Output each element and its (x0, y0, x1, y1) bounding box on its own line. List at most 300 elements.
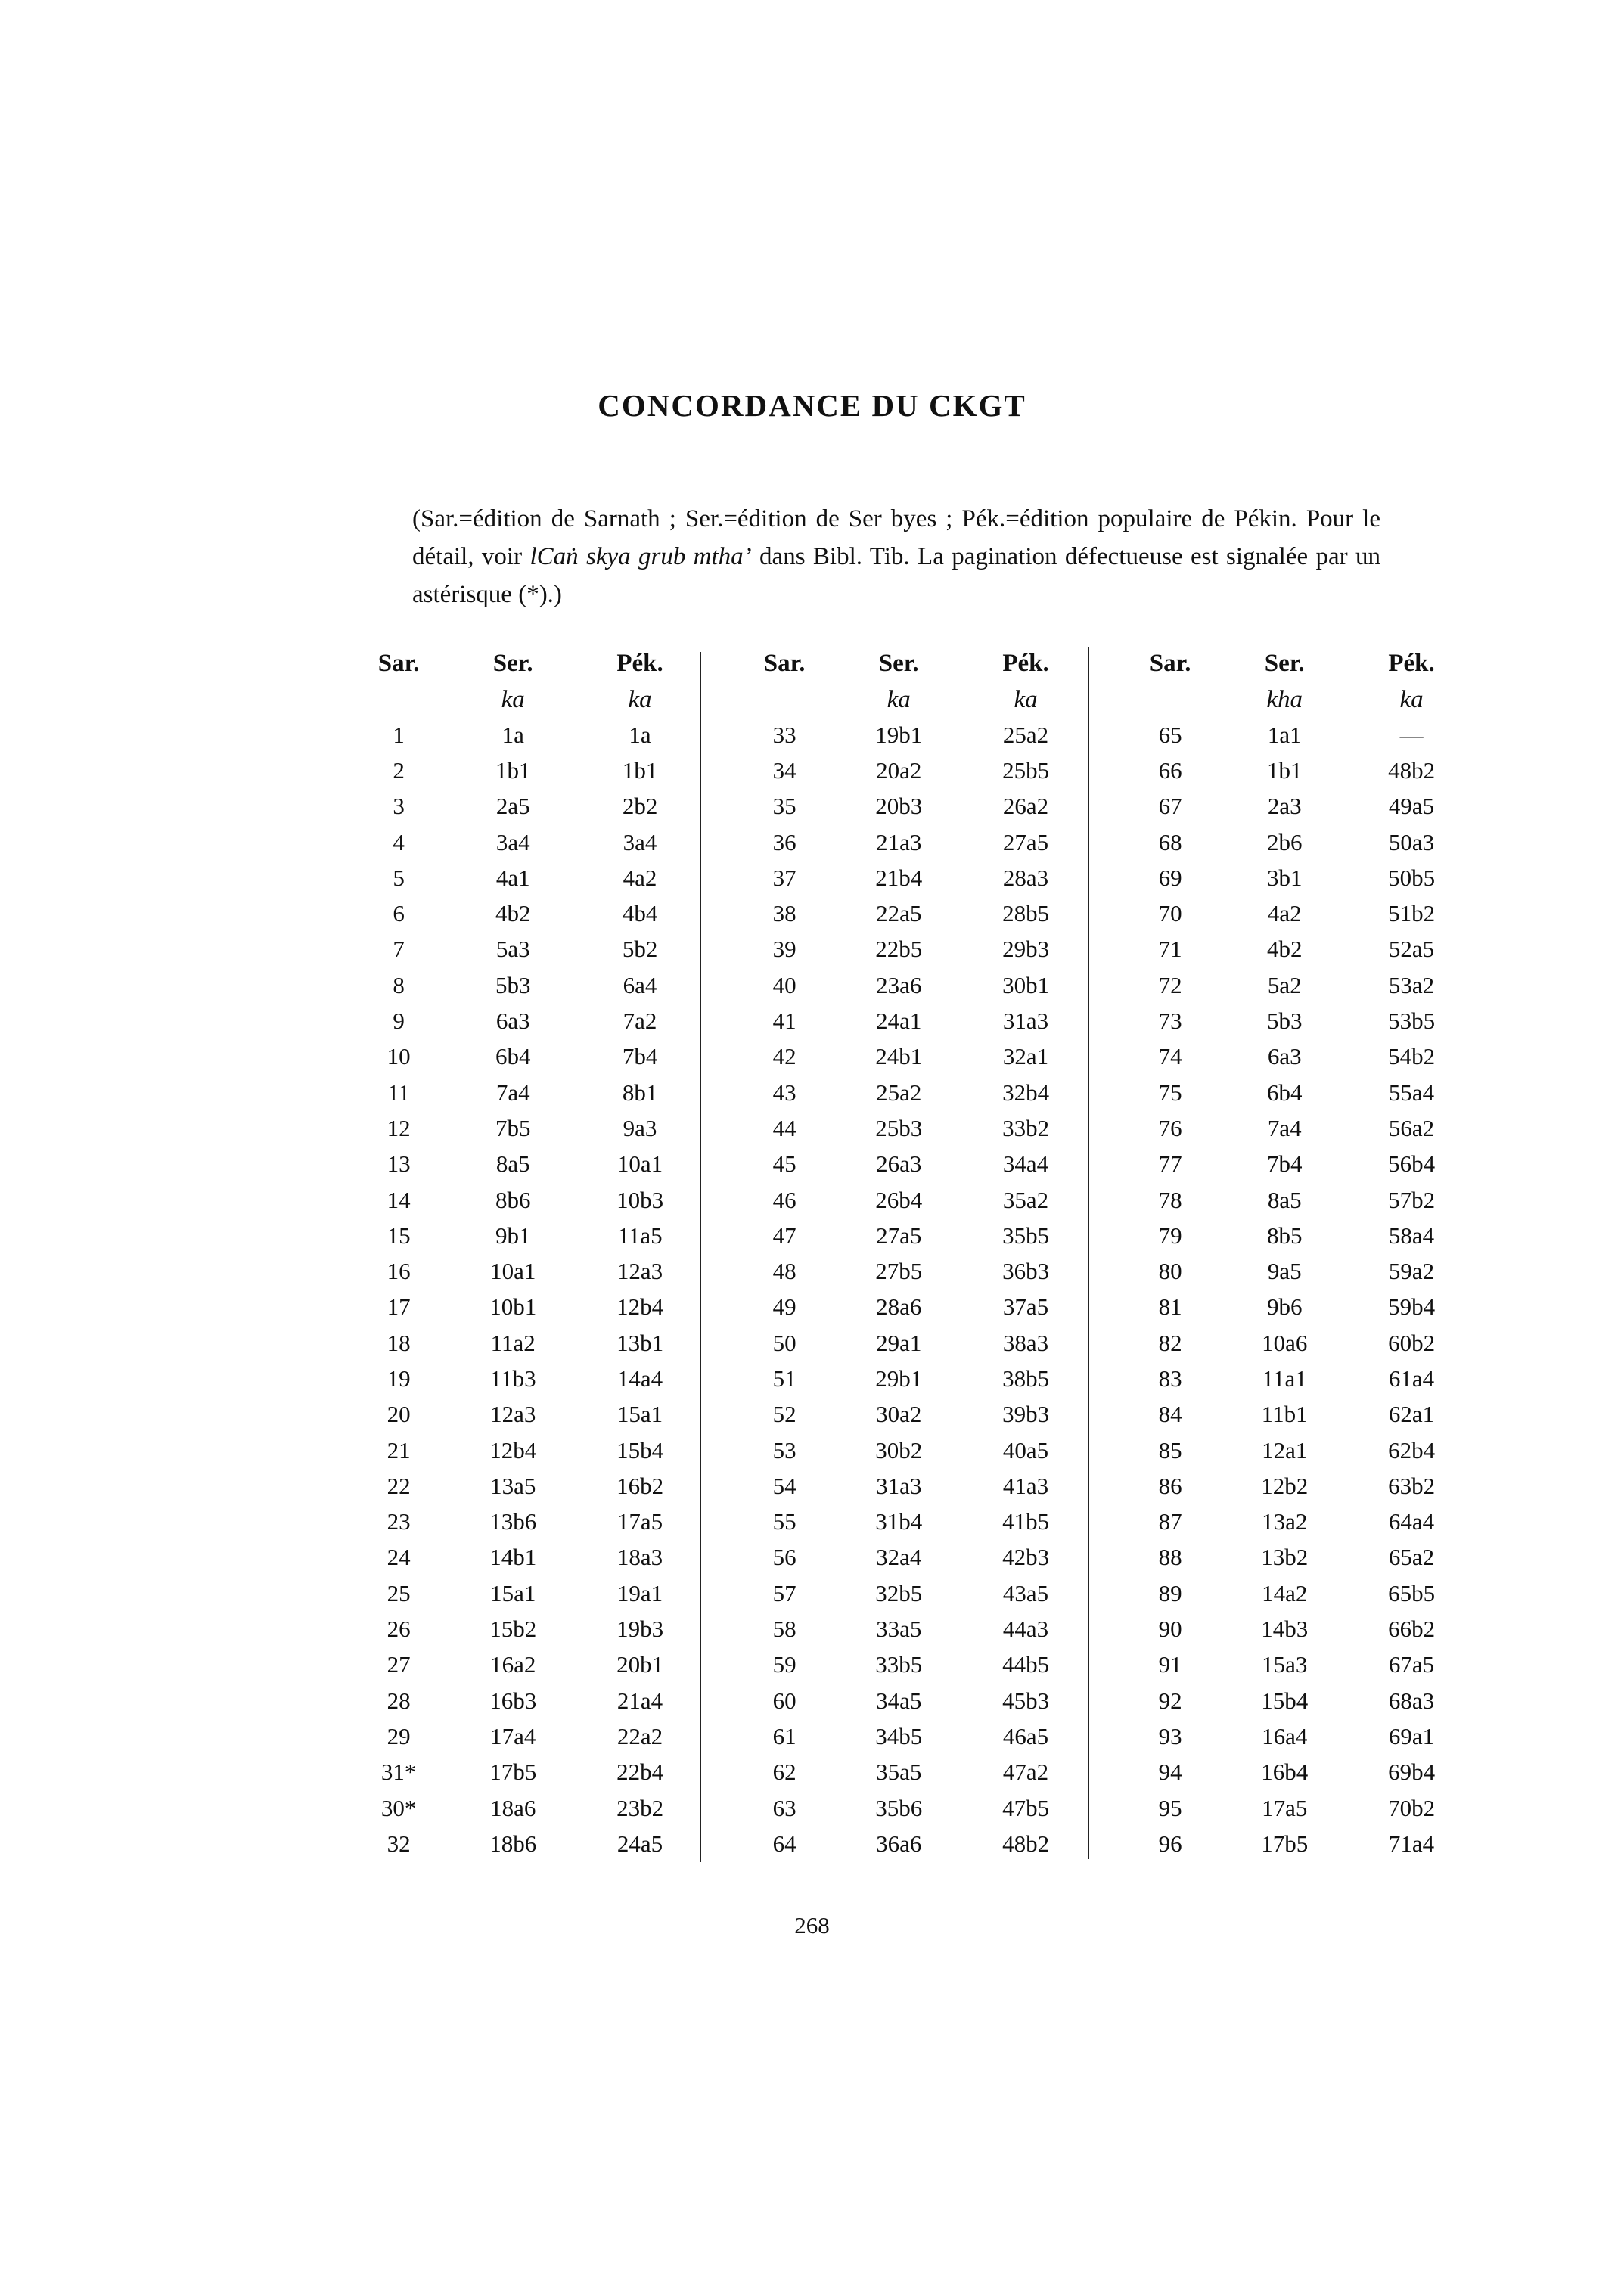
pek-cell: 21a4 (616, 1687, 663, 1714)
sar-cell: 41 (772, 1007, 796, 1035)
ser-cell: 33b5 (875, 1651, 923, 1678)
table-row (734, 967, 1089, 1003)
volume-row (734, 682, 1089, 717)
table-row (348, 1790, 703, 1826)
intro-paragraph (412, 500, 1380, 613)
table-row (348, 1397, 703, 1433)
ser-cell: 32a4 (876, 1544, 922, 1571)
ser-cell: 13a5 (490, 1472, 536, 1499)
ser-cell: 1a (501, 721, 524, 748)
pek-cell: 62b4 (1388, 1436, 1436, 1464)
table-row (734, 1218, 1089, 1253)
table-row (1119, 1110, 1475, 1146)
sar-cell: 34 (772, 756, 796, 784)
pek-volume: ka (628, 685, 652, 713)
table-row (1119, 824, 1475, 860)
sar-cell: 87 (1158, 1508, 1182, 1535)
pek-cell: 50b5 (1388, 864, 1436, 891)
ser-cell: 1b1 (1266, 756, 1303, 784)
ser-cell: 15b4 (1261, 1687, 1309, 1714)
volume-row (1119, 682, 1475, 717)
ser-cell: 12b2 (1261, 1472, 1309, 1499)
pek-cell: 3a4 (623, 828, 657, 855)
ser-cell: 8b6 (495, 1186, 531, 1213)
ser-cell: 24b1 (875, 1043, 923, 1070)
ser-cell: 14a2 (1262, 1579, 1308, 1606)
pek-cell: 27a5 (1002, 828, 1049, 855)
table-row (348, 860, 703, 896)
sar-cell: 64 (772, 1830, 796, 1857)
sar-cell: 25 (387, 1579, 411, 1606)
pek-cell: 18a3 (616, 1544, 663, 1571)
pek-cell: 25b5 (1002, 756, 1050, 784)
sar-cell: 8 (393, 971, 405, 998)
table-row (348, 1718, 703, 1754)
sar-cell: 71 (1158, 936, 1182, 963)
sar-cell: 76 (1158, 1114, 1182, 1141)
ser-cell: 17b5 (489, 1759, 537, 1786)
sar-cell: 60 (772, 1687, 796, 1714)
pek-cell: 19a1 (616, 1579, 663, 1606)
ser-cell: 20b3 (875, 793, 923, 820)
pek-cell: 68a3 (1388, 1687, 1435, 1714)
table-row (1119, 1218, 1475, 1253)
pek-cell: 60b2 (1388, 1329, 1436, 1356)
ser-cell: 19b1 (875, 721, 923, 748)
pek-cell: 15b4 (616, 1436, 664, 1464)
ser-cell: 31a3 (876, 1472, 922, 1499)
sar-cell: 14 (387, 1186, 411, 1213)
table-row (348, 1611, 703, 1647)
pek-cell: 53a2 (1388, 971, 1435, 998)
ser-cell: 18a6 (490, 1794, 536, 1821)
table-row (1119, 717, 1475, 753)
pek-cell: 30b1 (1002, 971, 1050, 998)
table-row (348, 896, 703, 931)
ser-cell: 2a3 (1267, 793, 1302, 820)
pek-cell: 7b4 (622, 1043, 658, 1070)
sar-cell: 27 (387, 1651, 411, 1678)
table-row (734, 1540, 1089, 1575)
ser-cell: 13b2 (1261, 1544, 1309, 1571)
pek-cell: 35b5 (1002, 1222, 1050, 1249)
volume-empty-cell (348, 682, 449, 717)
ser-cell: 25b3 (875, 1114, 923, 1141)
pek-header: Pék. (1388, 649, 1435, 677)
pek-cell: 29b3 (1002, 936, 1050, 963)
table-row (734, 1075, 1089, 1110)
sar-cell: 36 (772, 828, 796, 855)
sar-cell: 30* (380, 1794, 417, 1821)
ser-cell: 32b5 (875, 1579, 923, 1606)
sar-cell: 44 (772, 1114, 796, 1141)
sar-cell: 45 (772, 1150, 796, 1178)
ser-cell: 2a5 (495, 793, 530, 820)
pek-cell: 44a3 (1002, 1616, 1049, 1643)
concordance-table (1119, 644, 1475, 1862)
sar-cell: 65 (1158, 721, 1182, 748)
sar-cell: 67 (1158, 793, 1182, 820)
pek-cell: 4a2 (623, 864, 657, 891)
page-title: CONCORDANCE DU CKGT (598, 388, 1026, 423)
table-row (734, 1647, 1089, 1683)
table-row (734, 1182, 1089, 1218)
table-row (1119, 896, 1475, 931)
pek-cell: 43a5 (1002, 1579, 1049, 1606)
intro-text-start: (Sar.=édition de Sarnath ; Ser.=édition de Ser byes ; Pék.=édition populaire de Pékin. Pour le détail, voir (412, 505, 1380, 570)
ser-cell: 36a6 (876, 1830, 922, 1857)
sar-cell: 68 (1158, 828, 1182, 855)
sar-cell: 56 (772, 1544, 796, 1571)
ser-cell: 8a5 (1267, 1186, 1302, 1213)
pek-cell: 4b4 (622, 900, 658, 927)
sar-cell: 39 (772, 936, 796, 963)
table-row (348, 717, 703, 753)
sar-cell: 74 (1158, 1043, 1182, 1070)
pek-cell: 13b1 (616, 1329, 664, 1356)
ser-cell: 26b4 (875, 1186, 923, 1213)
pek-cell: 40a5 (1002, 1436, 1049, 1464)
table-row (734, 1003, 1089, 1038)
pek-cell: 70b2 (1388, 1794, 1436, 1821)
table-row (348, 789, 703, 824)
sar-cell: 86 (1158, 1472, 1182, 1499)
pek-cell: 28a3 (1002, 864, 1049, 891)
sar-cell: 62 (772, 1759, 796, 1786)
ser-cell: 5a3 (495, 936, 530, 963)
ser-cell: 9b1 (495, 1222, 531, 1249)
pek-cell: 47b5 (1002, 1794, 1050, 1821)
sar-cell: 85 (1158, 1436, 1182, 1464)
pek-cell: 38a3 (1002, 1329, 1049, 1356)
ser-cell: 12a3 (490, 1401, 536, 1428)
sar-header: Sar. (1149, 649, 1191, 677)
pek-cell: 44b5 (1002, 1651, 1050, 1678)
pek-cell: 41b5 (1002, 1508, 1050, 1535)
table-row (734, 1253, 1089, 1289)
sar-cell: 4 (393, 828, 405, 855)
table-row (1119, 1253, 1475, 1289)
pek-cell: 15a1 (616, 1401, 663, 1428)
table-row (348, 1575, 703, 1611)
ser-cell: 30a2 (876, 1401, 922, 1428)
sar-cell: 92 (1158, 1687, 1182, 1714)
table-row (1119, 1325, 1475, 1361)
sar-cell: 57 (772, 1579, 796, 1606)
sar-cell: 11 (387, 1079, 411, 1106)
sar-cell: 29 (387, 1722, 411, 1749)
pek-cell: 5b2 (622, 936, 658, 963)
table-row (1119, 932, 1475, 967)
header-row (348, 644, 703, 682)
ser-cell: 31b4 (875, 1508, 923, 1535)
ser-cell: 11a2 (490, 1329, 536, 1356)
pek-cell: 22b4 (616, 1759, 664, 1786)
table-row (734, 1611, 1089, 1647)
ser-header: Ser. (492, 649, 533, 677)
ser-cell: 4b2 (495, 900, 531, 927)
pek-cell: 56b4 (1388, 1150, 1436, 1178)
pek-cell: 34a4 (1002, 1150, 1049, 1178)
table-row (1119, 1755, 1475, 1790)
concordance-block-1 (348, 644, 703, 1862)
table-row (734, 789, 1089, 824)
ser-cell: 22b5 (875, 936, 923, 963)
table-row (348, 1110, 703, 1146)
sar-cell: 16 (387, 1258, 411, 1285)
sar-cell: 46 (772, 1186, 796, 1213)
sar-cell: 53 (772, 1436, 796, 1464)
ser-cell: 26a3 (876, 1150, 922, 1178)
table-row (348, 1218, 703, 1253)
table-row (348, 967, 703, 1003)
table-row (348, 1003, 703, 1038)
table-row (1119, 967, 1475, 1003)
ser-cell: 29b1 (875, 1364, 923, 1392)
table-row (348, 1361, 703, 1396)
concordance-block-3 (1119, 644, 1475, 1862)
ser-cell: 30b2 (875, 1436, 923, 1464)
pek-cell: 20b1 (616, 1651, 664, 1678)
pek-cell: 25a2 (1002, 721, 1049, 748)
sar-cell: 90 (1158, 1616, 1182, 1643)
pek-cell: 56a2 (1388, 1114, 1435, 1141)
table-row (1119, 753, 1475, 788)
pek-cell: 53b5 (1388, 1007, 1436, 1035)
pek-cell: 24a5 (616, 1830, 663, 1857)
table-row (1119, 1826, 1475, 1861)
ser-cell: 33a5 (876, 1616, 922, 1643)
table-row (734, 717, 1089, 753)
ser-cell: 34b5 (875, 1722, 923, 1749)
pek-cell: 6a4 (623, 971, 657, 998)
pek-cell: 2b2 (622, 793, 658, 820)
ser-volume: ka (887, 685, 911, 713)
sar-cell: 78 (1158, 1186, 1182, 1213)
ser-cell: 2b6 (1266, 828, 1303, 855)
table-row (348, 1147, 703, 1182)
sar-cell: 10 (387, 1043, 411, 1070)
ser-cell: 17a4 (490, 1722, 536, 1749)
table-row (348, 1468, 703, 1504)
ser-cell: 7b4 (1266, 1150, 1303, 1178)
ser-cell: 1b1 (495, 756, 531, 784)
ser-cell: 3a4 (495, 828, 530, 855)
ser-cell: 18b6 (489, 1830, 537, 1857)
table-row (348, 932, 703, 967)
ser-cell: 14b3 (1261, 1616, 1309, 1643)
ser-cell: 27a5 (876, 1222, 922, 1249)
pek-cell: 67a5 (1388, 1651, 1435, 1678)
sar-cell: 69 (1158, 864, 1182, 891)
volume-row (348, 682, 703, 717)
table-row (734, 1325, 1089, 1361)
table-row (734, 1110, 1089, 1146)
pek-cell: 45b3 (1002, 1687, 1050, 1714)
table-row (734, 1718, 1089, 1754)
intro-italic-title: lCaṅ skya grub mtha’ (529, 543, 752, 570)
sar-cell: 20 (387, 1401, 411, 1428)
sar-cell: 80 (1158, 1258, 1182, 1285)
sar-cell: 70 (1158, 900, 1182, 927)
ser-cell: 10a1 (490, 1258, 536, 1285)
table-row (1119, 1790, 1475, 1826)
sar-cell: 6 (393, 900, 405, 927)
sar-cell: 13 (387, 1150, 411, 1178)
table-row (1119, 1575, 1475, 1611)
table-row (348, 753, 703, 788)
table-row (734, 1433, 1089, 1468)
pek-cell: 41a3 (1002, 1472, 1049, 1499)
sar-cell: 50 (772, 1329, 796, 1356)
sar-cell: 23 (387, 1508, 411, 1535)
table-row (1119, 789, 1475, 824)
pek-cell: 22a2 (616, 1722, 663, 1749)
table-row (1119, 1504, 1475, 1540)
table-row (1119, 860, 1475, 896)
sar-cell: 75 (1158, 1079, 1182, 1106)
table-row (734, 896, 1089, 931)
sar-cell: 48 (772, 1258, 796, 1285)
pek-cell: 62a1 (1388, 1401, 1435, 1428)
sar-cell: 88 (1158, 1544, 1182, 1571)
table-row (734, 1826, 1089, 1861)
pek-cell: 11a5 (617, 1222, 663, 1249)
table-row (734, 1755, 1089, 1790)
table-row (348, 1504, 703, 1540)
sar-cell: 58 (772, 1616, 796, 1643)
pek-cell: 65b5 (1388, 1579, 1436, 1606)
table-row (348, 1253, 703, 1289)
sar-cell: 31* (380, 1759, 417, 1786)
pek-cell: 71a4 (1388, 1830, 1435, 1857)
table-row (1119, 1647, 1475, 1683)
ser-cell: 4a1 (495, 864, 530, 891)
pek-cell: 51b2 (1388, 900, 1436, 927)
table-row (348, 1683, 703, 1718)
ser-cell: 21b4 (875, 864, 923, 891)
ser-cell: 8a5 (495, 1150, 530, 1178)
ser-cell: 35a5 (876, 1759, 922, 1786)
pek-cell: 10b3 (616, 1186, 664, 1213)
intro-text-end: dans Bibl. Tib. La pagination défectueuse est signalée par un astérisque (*).) (412, 543, 1380, 608)
table-row (734, 1683, 1089, 1718)
ser-cell: 13a2 (1262, 1508, 1308, 1535)
pek-cell: 55a4 (1388, 1079, 1435, 1106)
pek-cell: 33b2 (1002, 1114, 1050, 1141)
ser-cell: 6a3 (495, 1007, 530, 1035)
ser-cell: 25a2 (876, 1079, 922, 1106)
ser-cell: 17b5 (1261, 1830, 1309, 1857)
ser-cell: 15a3 (1262, 1651, 1308, 1678)
ser-header: Ser. (878, 649, 919, 677)
header-row (1119, 644, 1475, 682)
table-row (734, 1504, 1089, 1540)
ser-cell: 6b4 (1266, 1079, 1303, 1106)
concordance-table (348, 644, 703, 1862)
sar-cell: 5 (393, 864, 405, 891)
sar-cell: 73 (1158, 1007, 1182, 1035)
ser-cell: 21a3 (876, 828, 922, 855)
pek-cell: 47a2 (1002, 1759, 1049, 1786)
table-row (734, 1575, 1089, 1611)
column-divider (700, 652, 701, 1862)
ser-cell: 24a1 (876, 1007, 922, 1035)
sar-cell: 28 (387, 1687, 411, 1714)
ser-cell: 11b1 (1261, 1401, 1308, 1428)
sar-cell: 66 (1158, 756, 1182, 784)
table-row (1119, 1039, 1475, 1075)
pek-header: Pék. (616, 649, 663, 677)
concordance-block-2 (734, 644, 1089, 1862)
sar-cell: 79 (1158, 1222, 1182, 1249)
ser-cell: 28a6 (876, 1293, 922, 1321)
sar-header: Sar. (377, 649, 420, 677)
sar-cell: 77 (1158, 1150, 1182, 1178)
ser-header: Ser. (1264, 649, 1305, 677)
sar-cell: 55 (772, 1508, 796, 1535)
ser-volume: kha (1266, 685, 1303, 713)
sar-cell: 21 (387, 1436, 411, 1464)
pek-cell: 52a5 (1388, 936, 1435, 963)
table-row (734, 1397, 1089, 1433)
sar-cell: 93 (1158, 1722, 1182, 1749)
ser-cell: 1a1 (1267, 721, 1302, 748)
sar-cell: 7 (393, 936, 405, 963)
pek-cell: 16b2 (616, 1472, 664, 1499)
sar-cell: 3 (393, 793, 405, 820)
table-row (1119, 1290, 1475, 1325)
sar-cell: 15 (387, 1222, 411, 1249)
ser-cell: 12b4 (489, 1436, 537, 1464)
sar-cell: 47 (772, 1222, 796, 1249)
table-row (1119, 1003, 1475, 1038)
pek-volume: ka (1399, 685, 1424, 713)
sar-cell: 40 (772, 971, 796, 998)
table-row (1119, 1361, 1475, 1396)
sar-cell: 35 (772, 793, 796, 820)
table-row (348, 1039, 703, 1075)
ser-cell: 11b3 (489, 1364, 536, 1392)
sar-cell: 96 (1158, 1830, 1182, 1857)
ser-cell: 35b6 (875, 1794, 923, 1821)
volume-empty-cell (1119, 682, 1221, 717)
sar-cell: 63 (772, 1794, 796, 1821)
ser-cell: 27b5 (875, 1258, 923, 1285)
sar-cell: 24 (387, 1544, 411, 1571)
table-row (1119, 1718, 1475, 1754)
sar-cell: 9 (393, 1007, 405, 1035)
pek-cell: 9a3 (623, 1114, 657, 1141)
sar-cell: 12 (387, 1114, 411, 1141)
pek-cell: 26a2 (1002, 793, 1049, 820)
ser-cell: 15a1 (490, 1579, 536, 1606)
table-row (348, 824, 703, 860)
sar-cell: 84 (1158, 1401, 1182, 1428)
pek-cell: 54b2 (1388, 1043, 1436, 1070)
pek-cell: 58a4 (1388, 1222, 1435, 1249)
ser-cell: 9a5 (1267, 1258, 1302, 1285)
pek-cell: 64a4 (1388, 1508, 1435, 1535)
table-row (348, 1755, 703, 1790)
sar-cell: 42 (772, 1043, 796, 1070)
pek-cell: 61a4 (1388, 1364, 1435, 1392)
table-row (348, 1540, 703, 1575)
ser-cell: 16b4 (1261, 1759, 1309, 1786)
ser-cell: 7a4 (1267, 1114, 1302, 1141)
ser-cell: 16a4 (1262, 1722, 1308, 1749)
pek-cell: 49a5 (1388, 793, 1435, 820)
